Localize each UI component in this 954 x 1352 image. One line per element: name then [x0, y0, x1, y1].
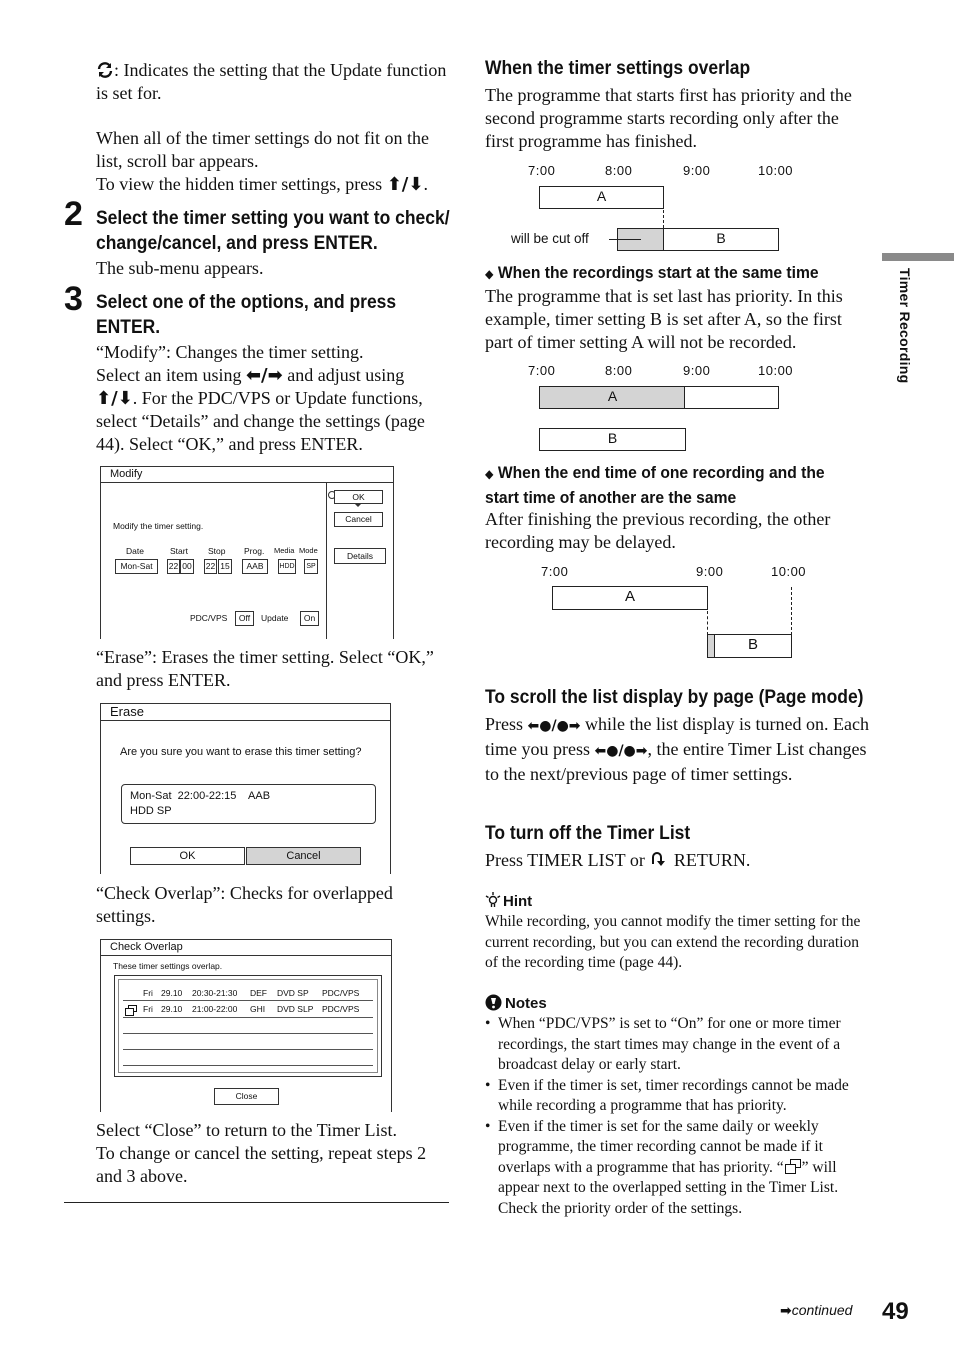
- up-down-arrow-icon: ⬆/⬇: [386, 174, 424, 195]
- hint-body: While recording, you cannot modify the timer setting for the current recording, but you can extend the recording duration of the recording time (page 44).: [485, 913, 861, 971]
- check-overlap-description: “Check Overlap”: Checks for overlapped settings.: [96, 883, 393, 926]
- stop-minute-field[interactable]: 15: [218, 559, 232, 574]
- row-divider: [123, 1065, 373, 1066]
- notes-icon: [485, 994, 505, 1011]
- table-row[interactable]: [115, 988, 381, 1000]
- return-icon: [649, 850, 669, 866]
- side-tab-label: Timer Recording: [897, 268, 913, 384]
- col-stop: Stop: [208, 546, 226, 556]
- prev-next-icon-2: ⬅●/●➡: [594, 743, 648, 759]
- turn-off-heading: To turn off the Timer List: [485, 823, 691, 844]
- notes-list: [485, 1014, 870, 1219]
- hint-heading: [485, 892, 532, 910]
- same-start-diagram: [485, 360, 865, 455]
- step-2-number: 2: [64, 195, 83, 233]
- pdc-vps-label: PDC/VPS: [190, 613, 228, 623]
- page-mode-heading: To scroll the list display by page (Page mode): [485, 687, 864, 708]
- pdc-vps-field[interactable]: Off: [235, 611, 254, 626]
- page-mode-text-3: , the entire Timer List changes to the next/previous page of timer settings.: [485, 739, 867, 784]
- close-text-1: Select “Close” to return to the Timer List.: [96, 1120, 397, 1140]
- turn-off-text-1: Press TIMER LIST or: [485, 850, 650, 870]
- note-item: • Even if the timer is set, timer recordings cannot be made while recording a programme that has priority.: [485, 1076, 870, 1117]
- step-2-title: Select the timer setting you want to check/ change/cancel, and press ENTER.: [96, 208, 450, 254]
- overlap-message: These timer settings overlap.: [113, 961, 223, 971]
- col-media: Media: [274, 546, 295, 555]
- modify-description: [96, 341, 451, 456]
- note-item: [485, 1117, 870, 1220]
- row-media: DVD SP: [277, 988, 309, 998]
- up-down-arrow-icon-2: ⬆/⬇: [96, 388, 133, 409]
- close-description: [96, 1119, 451, 1188]
- row-pdc: PDC/VPS: [322, 1004, 360, 1014]
- modify-line-3: [96, 387, 451, 456]
- check-overlap-screen: [100, 939, 392, 1112]
- overlap-body: The programme that starts first has priority and the second programme starts recording only after the first programme has finished.: [485, 85, 852, 151]
- row-date: 29.10: [161, 988, 183, 998]
- stop-hour-field[interactable]: 22: [204, 559, 217, 574]
- start-hour-field[interactable]: 22: [167, 559, 180, 574]
- modify-line-2: [96, 364, 451, 387]
- update-icon: [96, 61, 114, 77]
- modify-line-1: “Modify”: Changes the timer setting.: [96, 342, 364, 362]
- time-label: 7:00: [541, 564, 569, 579]
- overlap-diagram: [485, 160, 865, 255]
- lightbulb-icon: [485, 892, 503, 908]
- update-label: Update: [261, 613, 289, 623]
- same-time-heading: [485, 261, 871, 286]
- erase-ok-button[interactable]: OK: [130, 847, 245, 865]
- notes-label: Notes: [505, 995, 547, 1012]
- col-start: Start: [170, 546, 188, 556]
- end-time-heading: [485, 461, 862, 509]
- erase-cancel-button[interactable]: Cancel: [246, 847, 361, 865]
- page-mode-text-2: while the list display is turned on. Each time you press: [485, 714, 869, 759]
- recording-a-remainder: [684, 386, 779, 409]
- note-item: • When “PDC/VPS” is set to “On” for one or more timer recordings, the start times may change in the event of a broadcast delay or early start.: [485, 1014, 870, 1076]
- overlap-close-button[interactable]: Close: [214, 1088, 279, 1105]
- side-tab-bar: [882, 253, 954, 261]
- row-divider: [123, 1000, 373, 1001]
- recording-a-bar: A: [539, 386, 686, 409]
- row-day: Fri: [143, 1004, 153, 1014]
- modify-divider: [326, 483, 327, 639]
- time-label: 10:00: [758, 363, 794, 378]
- scroll-note-line: To view the hidden timer settings, press ⬆/⬇.: [96, 174, 428, 195]
- erase-question: Are you sure you want to erase this timer setting?: [120, 746, 362, 758]
- time-label: 9:00: [683, 363, 711, 378]
- turn-off-body: [485, 849, 870, 872]
- page-number: 49: [882, 1298, 909, 1325]
- prev-next-icon: ⬅●/●➡: [527, 718, 581, 734]
- row-divider: [123, 1033, 373, 1034]
- col-date: Date: [126, 546, 144, 556]
- erase-detail-box: [121, 784, 376, 824]
- end-time-heading-text: When the end time of one recording and the start time of another are the same: [485, 463, 825, 507]
- scroll-note-text: When all of the timer settings do not fit on the list, scroll bar appears.: [96, 128, 429, 171]
- diamond-icon: ◆: [485, 467, 494, 481]
- prog-field[interactable]: AAB: [242, 559, 268, 574]
- update-field[interactable]: On: [300, 611, 319, 626]
- erase-screen: [100, 703, 391, 874]
- recording-b-bar: B: [663, 228, 779, 251]
- continued-label: [780, 1302, 852, 1319]
- update-note-text: : Indicates the setting that the Update function is set for.: [96, 60, 447, 103]
- chevron-down-icon: [354, 503, 362, 507]
- row-time: 21:00-22:00: [192, 1004, 238, 1014]
- end-start-diagram: [485, 561, 865, 661]
- recording-b-bar: B: [539, 428, 686, 451]
- recording-a-bar: A: [539, 186, 664, 209]
- step-3-title: Select one of the options, and press ENTER.: [96, 292, 397, 338]
- row-date: 29.10: [161, 1004, 183, 1014]
- row-prog: GHI: [250, 1004, 266, 1014]
- section-rule: [64, 1202, 449, 1203]
- modify-message: Modify the timer setting.: [113, 521, 204, 531]
- note-3-text-2: ” will appear next to the overlapped setting in the Timer List. Check the priority order of the settings.: [498, 1158, 839, 1217]
- time-label: 9:00: [696, 564, 724, 579]
- same-time-heading-text: When the recordings start at the same time: [497, 263, 819, 282]
- col-mode: Mode: [299, 546, 318, 555]
- table-row[interactable]: [115, 1004, 381, 1016]
- modify-details-button[interactable]: Details: [334, 548, 386, 564]
- left-right-arrow-icon: ⬅/➡: [245, 365, 283, 386]
- row-prog: DEF: [250, 988, 267, 998]
- recording-a-bar: A: [552, 586, 708, 610]
- cut-off-label: will be cut off: [511, 231, 589, 246]
- row-time: 20:30-21:30: [192, 988, 238, 998]
- time-label: 10:00: [771, 564, 807, 579]
- erase-detail-line-2: HDD SP: [130, 805, 172, 817]
- time-label: 9:00: [683, 163, 711, 178]
- date-field[interactable]: Mon-Sat: [115, 559, 158, 574]
- modify-screen: [100, 466, 394, 639]
- modify-ok-button[interactable]: OK: [334, 490, 383, 504]
- dashed-line: [663, 210, 664, 228]
- arrow-right-icon: ➡: [780, 1303, 792, 1319]
- close-text-2: To change or cancel the setting, repeat steps 2 and 3 above.: [96, 1143, 427, 1186]
- media-field[interactable]: HDD: [278, 559, 296, 574]
- continued-text: continued: [791, 1302, 853, 1318]
- turn-off-text-2: RETURN.: [669, 850, 751, 870]
- scroll-note: [96, 127, 451, 196]
- update-note: [96, 59, 451, 105]
- time-label: 7:00: [528, 363, 556, 378]
- time-label: 8:00: [605, 163, 633, 178]
- row-day: Fri: [143, 988, 153, 998]
- mode-field[interactable]: SP: [304, 559, 318, 574]
- row-divider: [123, 1049, 373, 1050]
- hint-label: Hint: [503, 893, 533, 910]
- step-3-number: 3: [64, 280, 83, 318]
- recording-b-bar: B: [714, 634, 792, 658]
- time-label: 7:00: [528, 163, 556, 178]
- same-time-body: The programme that is set last has priority. In this example, timer setting B is set after A, so the first part of timer setting A will not be recorded.: [485, 286, 843, 352]
- erase-description: “Erase”: Erases the timer setting. Select “OK,” and press ENTER.: [96, 647, 434, 690]
- modify-line-3-text: . For the PDC/VPS or Update functions, select “Details” and change the settings (page 44). Select “OK,” and press ENTER.: [96, 388, 425, 454]
- step-2-body: The sub-menu appears.: [96, 258, 264, 278]
- note-3-text-1: Even if the timer is set for the same daily or weekly programme, the timer recording cannot be made if it overlaps with a programme that has priority. “: [498, 1117, 823, 1176]
- overlap-list: [114, 975, 382, 1077]
- row-divider: [123, 1017, 373, 1018]
- time-label: 10:00: [758, 163, 794, 178]
- time-label: 8:00: [605, 363, 633, 378]
- col-prog: Prog.: [244, 546, 265, 556]
- start-minute-field[interactable]: 00: [180, 559, 194, 574]
- row-pdc: PDC/VPS: [322, 988, 360, 998]
- scroll-note-text-2: To view the hidden timer settings, press: [96, 174, 387, 194]
- modify-screen-title: Modify: [101, 467, 393, 483]
- modify-line-2-post: and adjust using: [282, 365, 405, 385]
- diamond-icon: ◆: [485, 267, 494, 281]
- cut-off-pointer: [609, 239, 641, 240]
- overlap-heading: When the timer settings overlap: [485, 58, 751, 79]
- check-overlap-title: Check Overlap: [101, 940, 391, 956]
- dashed-line: [791, 587, 792, 635]
- notes-heading: [485, 994, 547, 1012]
- overlap-icon: [784, 1159, 802, 1174]
- dashed-line: [707, 611, 708, 635]
- modify-line-2-text: Select an item using: [96, 365, 246, 385]
- page-mode-text-1: Press: [485, 714, 528, 734]
- side-tab: [896, 268, 916, 408]
- erase-detail-line-1: Mon-Sat 22:00-22:15 AAB: [130, 790, 271, 802]
- erase-screen-title: Erase: [101, 704, 390, 721]
- row-media: DVD SLP: [277, 1004, 314, 1014]
- end-time-body: After finishing the previous recording, the other recording may be delayed.: [485, 509, 831, 552]
- overlap-icon: [125, 1003, 137, 1021]
- modify-cancel-button[interactable]: Cancel: [334, 512, 383, 527]
- page-mode-body: [485, 713, 870, 786]
